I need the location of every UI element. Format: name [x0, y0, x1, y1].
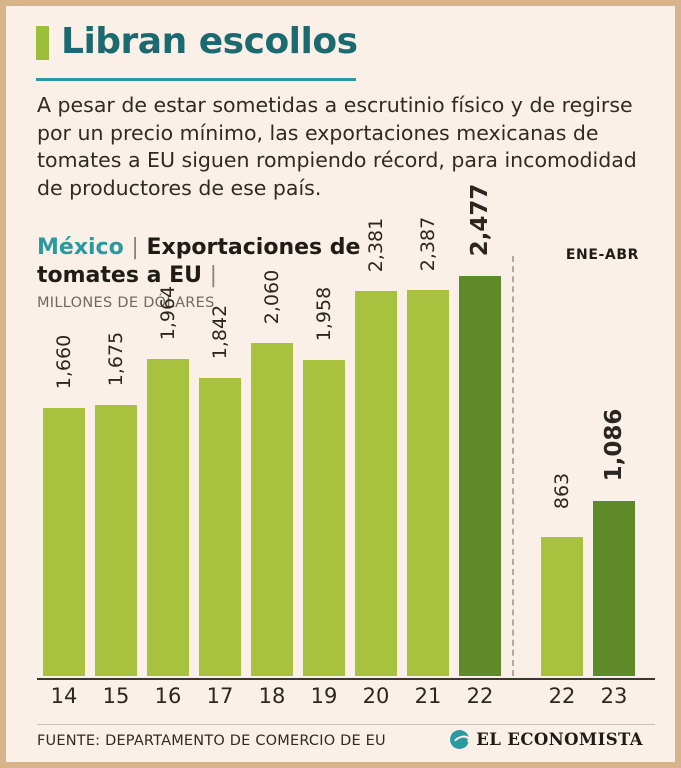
bar-value-label: 1,660	[53, 334, 75, 390]
bar-column	[541, 256, 583, 676]
globe-icon	[450, 730, 469, 749]
group-divider	[512, 256, 514, 676]
bar-column	[459, 183, 501, 676]
chart-title-country: México	[37, 235, 124, 260]
bar-value-label: 1,958	[313, 286, 335, 342]
bar	[355, 291, 397, 676]
bar-column	[147, 256, 189, 676]
bar-value-label: 2,387	[417, 216, 439, 272]
bar	[303, 360, 345, 676]
bar-column	[303, 256, 345, 676]
bar-value-label: 1,086	[601, 408, 627, 482]
bar-value-label: 863	[551, 472, 573, 510]
bar-column	[199, 256, 241, 676]
x-axis-tick: 18	[258, 684, 286, 708]
brand-lockup	[450, 730, 643, 749]
bar-value-label: 1,675	[105, 331, 127, 387]
page-inner	[6, 6, 675, 762]
source-note: FUENTE: DEPARTAMENTO DE COMERCIO DE EU	[37, 733, 386, 749]
bar	[459, 276, 501, 676]
bar-value-label: 1,964	[157, 285, 179, 341]
x-axis-tick: 22	[548, 684, 576, 708]
bar	[199, 378, 241, 676]
bar-column	[407, 216, 449, 676]
x-axis-tick: 17	[206, 684, 234, 708]
bar-value-label: 2,060	[261, 269, 283, 325]
bar-column	[355, 217, 397, 676]
x-axis-line	[37, 678, 655, 680]
bar	[407, 290, 449, 676]
x-axis-tick: 22	[466, 684, 494, 708]
deck-text: A pesar de estar sometidas a escrutinio físico y de regirse por un precio mínimo, las exportaciones mexicanas de tomates a EU siguen rompiendo récord, para incomodidad de productores de ese país.	[37, 93, 637, 201]
bar-column	[251, 256, 293, 676]
bar-column	[95, 256, 137, 676]
x-axis-tick: 16	[154, 684, 182, 708]
page-title: Libran escollos	[61, 21, 358, 62]
x-axis-tick-labels	[37, 684, 655, 714]
x-axis-tick: 20	[362, 684, 390, 708]
x-axis-tick: 23	[600, 684, 628, 708]
brand-name: EL ECONOMISTA	[476, 730, 643, 749]
bar-column	[593, 256, 635, 676]
bar-column	[43, 256, 85, 676]
chart-title-separator-1: |	[131, 235, 139, 260]
headline-marker	[36, 26, 49, 60]
period-note-label: ENE-ABR	[565, 247, 639, 263]
bar	[43, 408, 85, 676]
bar-value-label: 2,381	[365, 217, 387, 273]
headline	[36, 21, 358, 62]
bar	[251, 343, 293, 676]
bar	[95, 405, 137, 676]
x-axis-tick: 19	[310, 684, 338, 708]
bar	[147, 359, 189, 676]
bar-value-label: 1,842	[209, 304, 231, 360]
x-axis-tick: 15	[102, 684, 130, 708]
bar-value-label: 2,477	[467, 183, 493, 257]
chart-units-label: MILLONES DE DÓLARES	[37, 295, 215, 311]
footer-rule	[37, 724, 655, 725]
x-axis-tick: 21	[414, 684, 442, 708]
chart-title-subject: Exportaciones de tomates a EU	[37, 235, 361, 288]
x-axis-tick: 14	[50, 684, 78, 708]
chart-title-separator-2: |	[209, 262, 218, 288]
bar	[593, 501, 635, 676]
headline-rule	[36, 78, 356, 81]
